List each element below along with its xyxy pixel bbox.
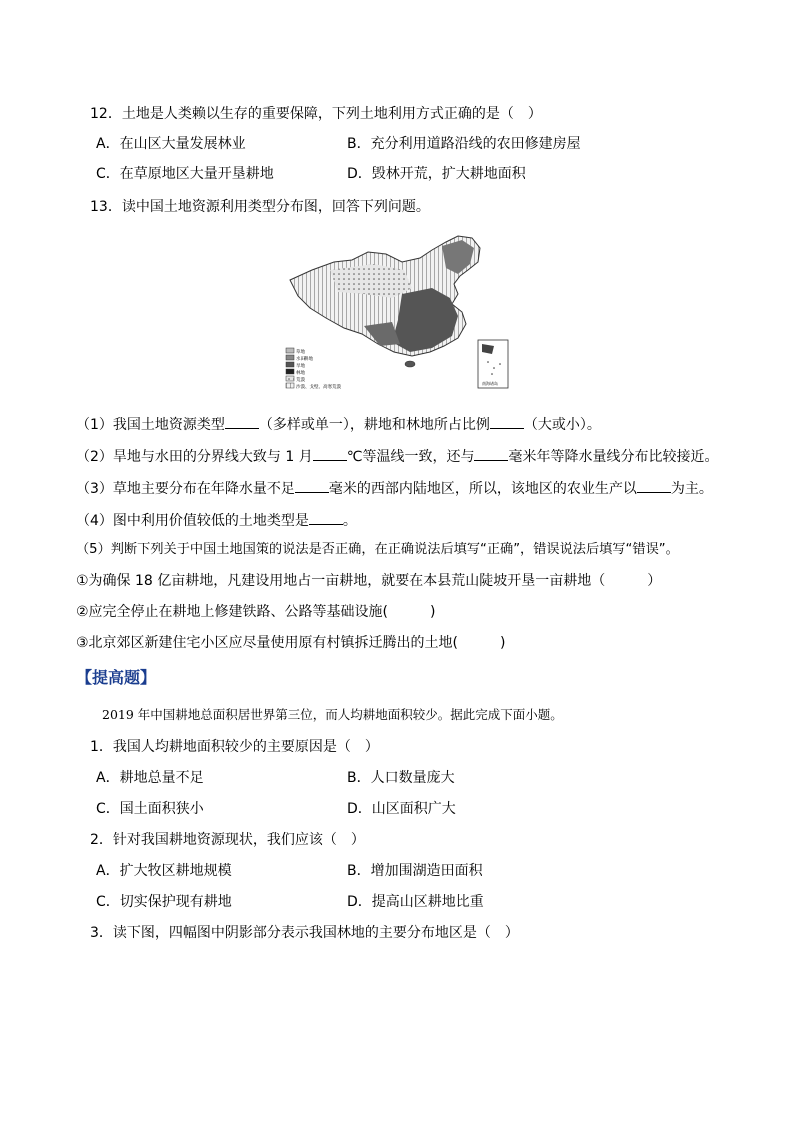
china-land-use-map [282,232,512,392]
map-legend [286,348,341,390]
q2-stem: 2．针对我国耕地资源现状，我们应该（ ） [90,832,365,848]
q13-stem: 13．读中国土地资源利用类型分布图，回答下列问题。 [90,199,430,215]
legend-label: 耕地 [304,357,313,362]
q13-part-2 [76,446,718,467]
answer-blank[interactable] [295,478,329,493]
text: 为主。 [670,481,713,497]
legend-label: 水田 [296,357,305,362]
q1-option-d: D．山区面积广大 [347,801,456,817]
text: 毫米年等降水量线分布比较接近。 [508,449,719,465]
legend-label: 旱地 [296,364,305,369]
answer-blank[interactable] [637,478,671,493]
text: （4）图中利用价值较低的土地类型是 [76,513,309,529]
legend-label: 荒漠 [296,378,305,383]
section-intro: 2019 年中国耕地总面积居世界第三位，而人均耕地面积较少。据此完成下面小题。 [102,707,563,722]
q12-stem: 12．土地是人类赖以生存的重要保障，下列土地利用方式正确的是（ ） [90,106,542,122]
q2-option-c: C．切实保护现有耕地 [96,894,232,910]
text: 。 [342,513,357,529]
text: 毫米的西部内陆地区，所以，该地区的农业生产以 [328,481,637,497]
text: （3）草地主要分布在年降水量不足 [76,481,295,497]
text: ℃等温线一致，还与 [346,449,475,465]
text: （1）我国土地资源类型 [76,417,225,433]
q12-option-b: B．充分利用道路沿线的农田修建房屋 [347,136,581,152]
answer-blank[interactable] [309,510,343,525]
text: （2）旱地与水田的分界线大致与 1 月 [76,449,313,465]
q13-part-5: （5）判断下列关于中国土地国策的说法是否正确，在正确说法后填写“正确”，错误说法后填写“错误”。 [76,542,679,557]
q13-statement-1: ①为确保 18 亿亩耕地，凡建设用地占一亩耕地，就要在本县荒山陡坡开垦一亩耕地（ ） [76,573,662,589]
answer-blank[interactable] [474,446,508,461]
q2-option-d: D．提高山区耕地比重 [347,894,484,910]
q1-option-c: C．国土面积狭小 [96,801,204,817]
south-china-sea-inset [478,340,508,388]
legend-label: 草地 [296,350,305,355]
q1-stem: 1．我国人均耕地面积较少的主要原因是（ ） [90,739,379,755]
q2-option-b: B．增加围湖造田面积 [347,863,483,879]
q13-part-1 [76,414,601,435]
section-title: 【提高题】 [76,668,157,687]
legend-label: 林地 [296,371,305,376]
q2-option-a: A．扩大牧区耕地规模 [96,863,232,879]
q12-option-c: C．在草原地区大量开垦耕地 [96,166,274,182]
answer-blank[interactable] [313,446,347,461]
q1-option-a: A．耕地总量不足 [96,770,204,786]
inset-label: 南海诸岛 [482,381,498,386]
q3-stem: 3．读下图，四幅图中阴影部分表示我国林地的主要分布地区是（ ） [90,925,519,941]
q13-statement-3: ③北京郊区新建住宅小区应尽量使用原有村镇拆迁腾出的土地( ) [76,635,506,651]
text: （大或小）。 [523,417,601,433]
answer-blank[interactable] [490,414,524,429]
q13-statement-2: ②应完全停止在耕地上修建铁路、公路等基础设施( ) [76,604,436,620]
q1-option-b: B．人口数量庞大 [347,770,455,786]
q13-part-3 [76,478,713,499]
q13-part-4 [76,510,357,531]
legend-label: 沙漠、戈壁、高寒荒漠 [296,385,341,390]
answer-blank[interactable] [225,414,259,429]
q12-option-a: A．在山区大量发展林业 [96,136,246,152]
q12-option-d: D．毁林开荒，扩大耕地面积 [347,166,526,182]
text: （多样或单一），耕地和林地所占比例 [258,417,490,433]
